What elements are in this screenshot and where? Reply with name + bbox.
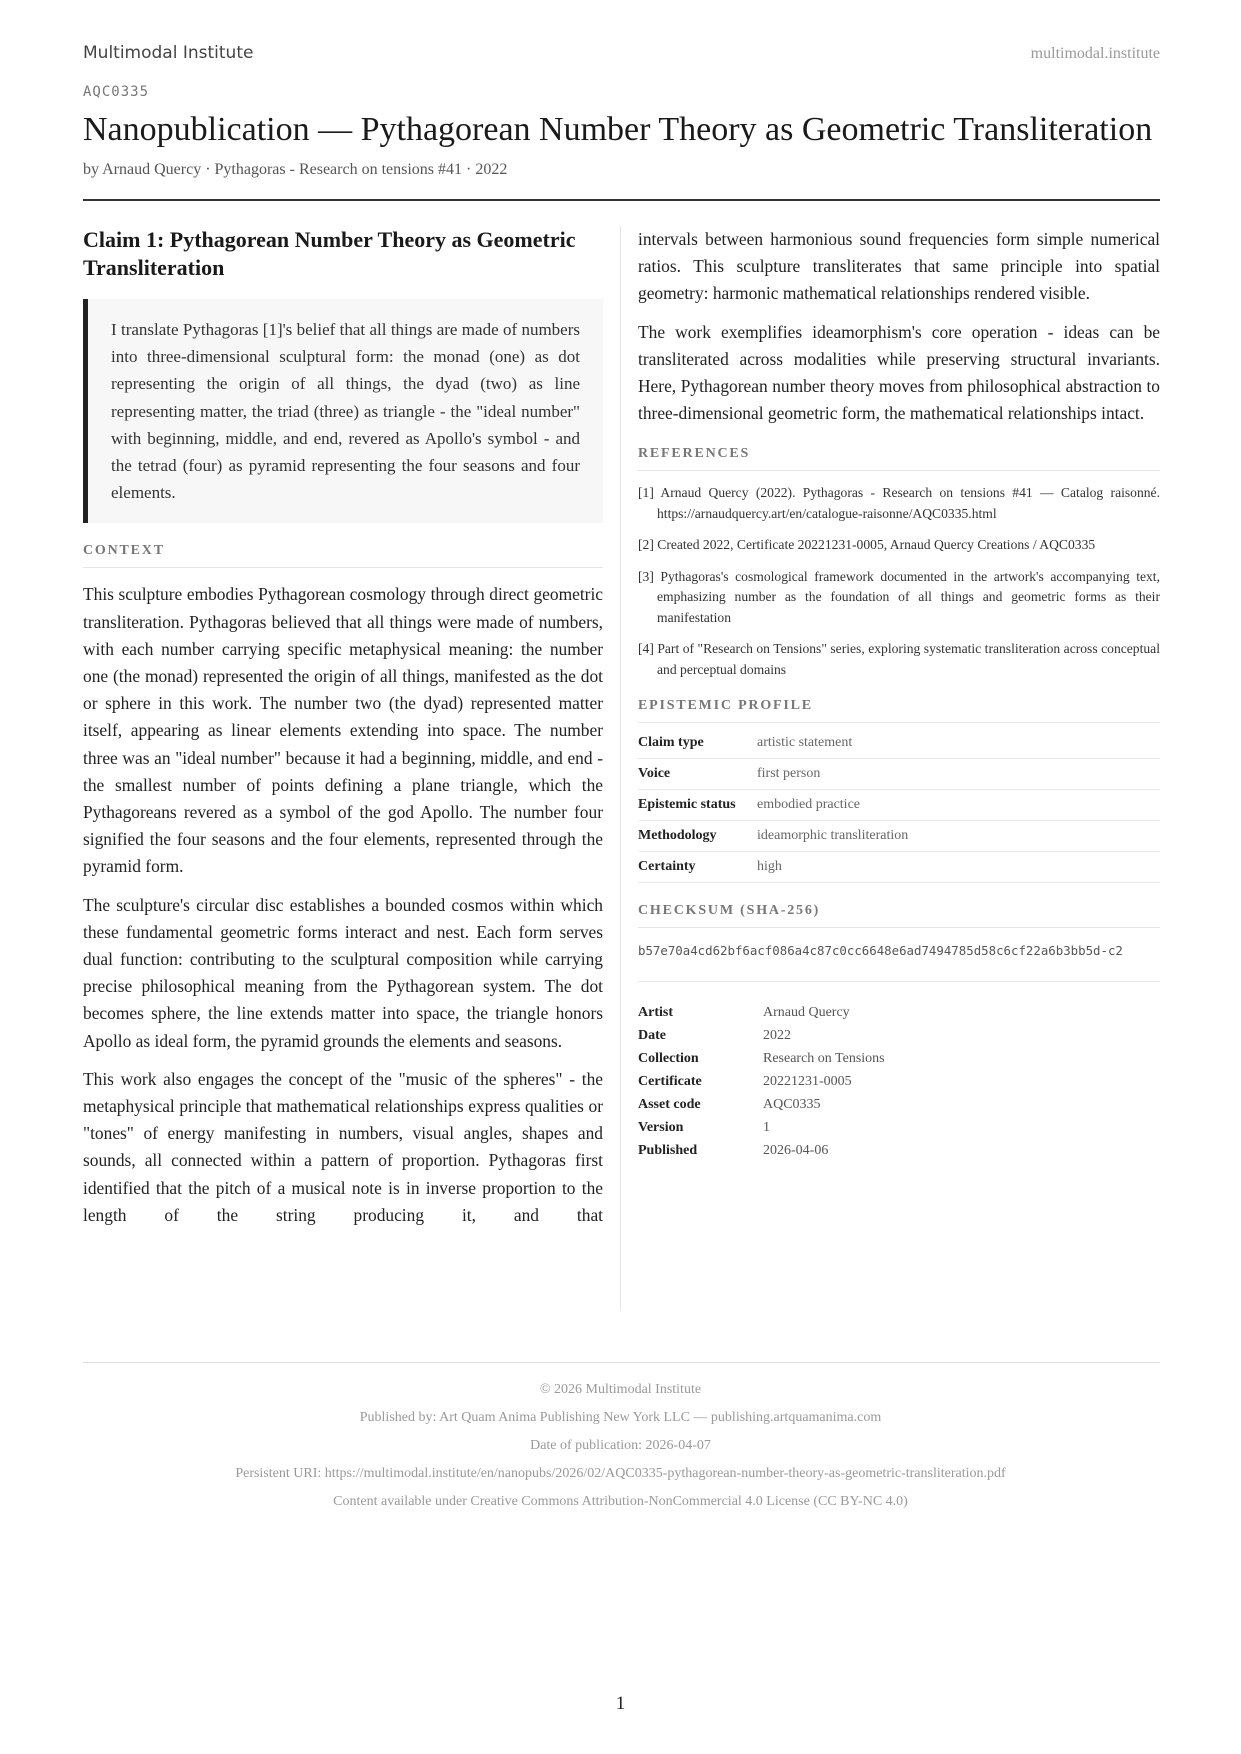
- meta-value: 2026-04-06: [763, 1142, 829, 1158]
- right-column: [638, 226, 1160, 1162]
- byline: by Arnaud Quercy · Pythagoras - Research on tensions #41 · 2022: [83, 161, 508, 178]
- context-heading: CONTEXT: [83, 543, 603, 568]
- epistemic-value: artistic statement: [757, 728, 1160, 759]
- table-row: [638, 1139, 885, 1162]
- references-heading: REFERENCES: [638, 446, 1160, 471]
- header-bar: [83, 43, 1160, 67]
- meta-key: Date: [638, 1027, 666, 1043]
- context-paragraph-continued: The work exemplifies ideamorphism's core operation - ideas can be transliterated across modalities while preserving structural invariants. Here, Pythagorean number theory moves from philosophical abstraction to three-dimensional geometric form, the mathematical relationships intact.: [638, 321, 1160, 424]
- reference-item: [2] Created 2022, Certificate 20221231-0005, Arnaud Quercy Creations / AQC0335: [638, 537, 1096, 553]
- table-row: [638, 1001, 885, 1024]
- table-row: [638, 1093, 885, 1116]
- epistemic-table: [638, 728, 1160, 883]
- footer: [0, 1380, 1241, 1520]
- references-list: [638, 483, 1160, 680]
- epistemic-heading: EPISTEMIC PROFILE: [638, 698, 1160, 723]
- meta-value: Arnaud Quercy: [763, 1004, 850, 1020]
- claim-title: Claim 1: Pythagorean Number Theory as Geometric Transliteration: [83, 227, 576, 280]
- epistemic-value: ideamorphic transliteration: [757, 821, 1160, 852]
- meta-value: 20221231-0005: [763, 1073, 852, 1089]
- claim-quote: I translate Pythagoras [1]'s belief that all things are made of numbers into three-dimensional sculptural form: the monad (one) as dot representing the origin of all things, the dyad (two) as line representing matter, the triad (three) as triangle - the "ideal number" with beginning, middle, and end, revered as Apollo's symbol - and the tetrad (four) as pyramid representing the four seasons and four elements.: [83, 299, 603, 523]
- meta-value: Research on Tensions: [763, 1050, 885, 1066]
- meta-key: Artist: [638, 1004, 673, 1020]
- meta-key: Published: [638, 1142, 698, 1158]
- footer-divider: [83, 1362, 1160, 1363]
- table-row: [638, 728, 1160, 759]
- epistemic-key: Voice: [638, 759, 757, 790]
- table-row: [638, 1116, 885, 1139]
- epistemic-key: Claim type: [638, 728, 757, 759]
- meta-key: Collection: [638, 1050, 699, 1066]
- footer-publisher: Published by: Art Quam Anima Publishing New York LLC — publishing.artquamanima.com: [359, 1410, 882, 1425]
- table-row: [638, 1070, 885, 1093]
- column-divider: [620, 226, 621, 1311]
- table-row: [638, 790, 1160, 821]
- meta-key: Version: [638, 1119, 684, 1135]
- left-column: [83, 226, 603, 1229]
- table-row: [638, 1024, 885, 1047]
- epistemic-key: Certainty: [638, 852, 757, 883]
- metadata-table: [638, 1001, 885, 1162]
- context-paragraph: This sculpture embodies Pythagorean cosmology through direct geometric transliteration. Pythagoras believed that all things were made of numbers, with each number carrying specific metaphysical meaning: the number one (the monad) represented the origin of all things, manifested as the dot or sphere in this work. The number two (the dyad) represented matter itself, appearing as linear elements extending into space. The number three was an "ideal number" because it had a beginning, middle, and end - the smallest number of points defining a plane triangle, which the Pythagoreans revered as a symbol of the god Apollo. The number four signified the four seasons and the four elements, represented through the pyramid form.: [83, 584, 603, 877]
- header-divider: [83, 199, 1160, 201]
- footer-uri[interactable]: Persistent URI: https://multimodal.institute/en/nanopubs/2026/02/AQC0335-pythagorean-number-theory-as-geometric-transliteration.pdf: [235, 1466, 1006, 1481]
- page-title: Nanopublication — Pythagorean Number Theory as Geometric Transliteration: [83, 111, 1153, 148]
- meta-value: 2022: [763, 1027, 791, 1043]
- page-number: 1: [615, 1693, 626, 1714]
- footer-license: Content available under Creative Commons Attribution-NonCommercial 4.0 License (CC BY-NC 4.0): [333, 1494, 908, 1509]
- epistemic-key: Methodology: [638, 821, 757, 852]
- meta-value: 1: [763, 1119, 770, 1135]
- site-link[interactable]: multimodal.institute: [1030, 45, 1160, 62]
- epistemic-value: embodied practice: [757, 790, 1160, 821]
- table-row: [638, 1047, 885, 1070]
- reference-item: [4] Part of "Research on Tensions" series, exploring systematic transliteration across conceptual and perceptual domains: [638, 641, 1160, 677]
- table-row: [638, 852, 1160, 883]
- reference-item[interactable]: [1] Arnaud Quercy (2022). Pythagoras - Research on tensions #41 — Catalog raisonné. https://arnaudquercy.art/en/catalogue-raisonne/AQC0335.html: [638, 485, 1160, 521]
- epistemic-key: Epistemic status: [638, 790, 757, 821]
- context-paragraph-continued: intervals between harmonious sound frequencies form simple numerical ratios. This sculpture transliterates that same principle into spatial geometry: harmonic mathematical relationships rendered visible.: [638, 229, 1160, 304]
- footer-date: Date of publication: 2026-04-07: [530, 1438, 711, 1453]
- table-row: [638, 759, 1160, 790]
- epistemic-value: high: [757, 852, 1160, 883]
- reference-item: [3] Pythagoras's cosmological framework documented in the artwork's accompanying text, emphasizing number as the foundation of all things and geometric forms as their manifestation: [638, 568, 1160, 625]
- checksum-heading: CHECKSUM (SHA-256): [638, 903, 1160, 928]
- footer-copyright: © 2026 Multimodal Institute: [539, 1382, 702, 1397]
- epistemic-value: first person: [757, 759, 1160, 790]
- meta-key: Asset code: [638, 1096, 701, 1112]
- asset-code: AQC0335: [83, 84, 150, 100]
- organization-name: Multimodal Institute: [83, 43, 254, 63]
- checksum-value: b57e70a4cd62bf6acf086a4c87c0cc6648e6ad7494785d58c6cf22a6b3bb5d-c2: [638, 941, 1160, 982]
- context-paragraph: This work also engages the concept of the "music of the spheres" - the metaphysical principle that mathematical relationships express qualities or "tones" of energy manifesting in numbers, visual angles, shapes and sounds, all connected within a pattern of proportion. Pythagoras first identified that the pitch of a musical note is in inverse proportion to the length of the string producing it, and that: [83, 1068, 603, 1225]
- context-paragraph: The sculpture's circular disc establishes a bounded cosmos within which these fundamental geometric forms interact and nest. Each form serves dual function: contributing to the sculptural composition while carrying precise philosophical meaning from the Pythagorean system. The dot becomes sphere, the line extends matter into space, the triangle honors Apollo as ideal form, the pyramid grounds the elements and seasons.: [83, 894, 603, 1051]
- context-body: [83, 581, 603, 1229]
- meta-key: Certificate: [638, 1073, 702, 1089]
- table-row: [638, 821, 1160, 852]
- meta-value: AQC0335: [763, 1096, 821, 1112]
